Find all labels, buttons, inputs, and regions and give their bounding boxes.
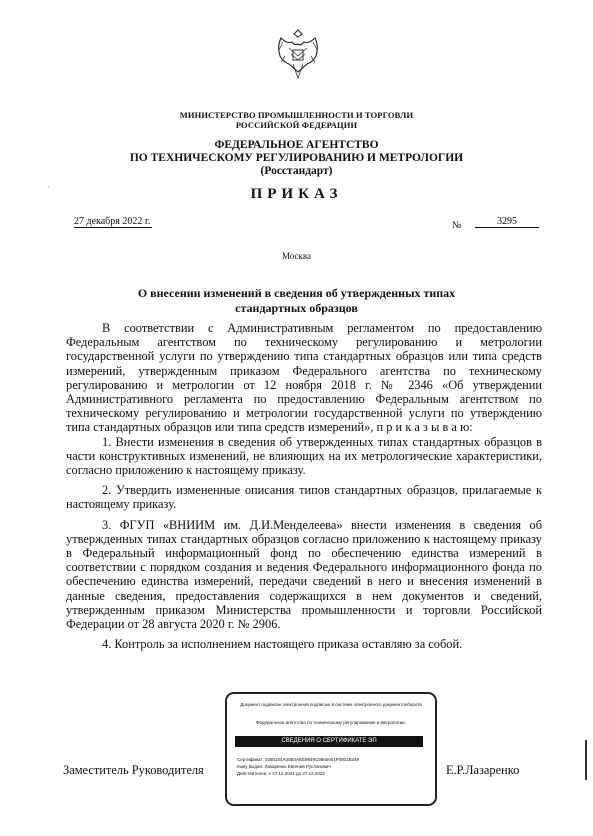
signer-title: Заместитель Руководителя [63, 763, 204, 777]
ministry-name [0, 110, 593, 130]
scan-mark: · [47, 183, 50, 192]
order-date: 27 декабря 2022 г. [74, 216, 151, 227]
stamp-owner: Кому выдан: Лазаренко Евгений Русланович [237, 764, 331, 769]
agency-line-3: (Росстандарт) [260, 165, 333, 177]
stamp-validity: Действителен: с 27.12.2021 до 27.12.2022 [237, 771, 325, 776]
stamp-certificate-details [237, 756, 427, 777]
coat-of-arms-emblem [271, 26, 325, 86]
agency-name [0, 139, 593, 178]
scan-edge-mark [585, 740, 587, 780]
stamp-certificate-header: СВЕДЕНИЯ О СЕРТИФИКАТЕ ЭП [235, 736, 423, 747]
order-number: 3295 [475, 216, 539, 228]
order-body [66, 321, 542, 651]
stamp-certificate-id: Сертификат: 0280104A00B4AEE9849C9865001F0001B349 [237, 757, 360, 762]
electronic-signature-stamp [225, 692, 437, 806]
order-subject [0, 286, 593, 316]
document-type-title: ПРИКАЗ [250, 186, 343, 202]
item-3-paragraph: 3. ФГУП «ВНИИМ им. Д.И.Менделеева» внести изменения в сведения об утвержденных типах стандартных образцов согласно приложению к настоящему приказу в Федеральный информационный фонд по обеспечению единства измерений в соответствии с порядком создания и ведения Федерального информационного фонда по обеспечению единства измерений, передачи сведений в него и внесения изменений в данные сведения, предоставления содержащихся в нем документов и сведений, утвержденным приказом Министерства промышленности и торговли Российской Федерации от 28 августа 2020 г. № 2906. [66, 517, 542, 632]
item-4-paragraph: 4. Контроль за исполнением настоящего приказа оставляю за собой. [102, 637, 463, 652]
subject-line-1: О внесении изменений в сведения об утвержденных типах [137, 286, 456, 300]
item-1-paragraph: 1. Внести изменения в сведения об утвержденных типах стандартных образцов в части конструктивных изменений, не влияющих на их метрологические характеристики, согласно приложению к настоящему приказу. [66, 434, 542, 478]
ministry-line-2: РОССИЙСКОЙ ФЕДЕРАЦИИ [235, 120, 358, 130]
stamp-notice: Документ подписан электронной подписью в системе электронного документооборота [240, 702, 422, 707]
signer-name: Е.Р.Лазаренко [446, 763, 520, 777]
subject-line-2: стандартных образцов [235, 301, 358, 315]
city: Москва [282, 251, 311, 261]
agency-line-1: ФЕДЕРАЛЬНОЕ АГЕНТСТВО [214, 139, 379, 151]
intro-paragraph: В соответствии с Административным регламентом по предоставлению Федеральным агентством по техническому регулированию и метрологии государственной услуги по утверждению типа стандартных образцов или типа средств измерений, утвержденным приказом Федерального агентства по техническому регулированию и метрологии от 12 ноября 2018 г. № 2346 «Об утверждении Административного регламента по предоставлению Федеральным агентством по техническому регулированию и метрологии государственной услуги по утверждению типа стандартных образцов или типа средств измерений», п р и к а з ы в а ю: [66, 321, 542, 435]
agency-line-2: ПО ТЕХНИЧЕСКОМУ РЕГУЛИРОВАНИЮ И МЕТРОЛОГИИ [129, 152, 464, 164]
order-number-label: № [452, 220, 462, 231]
item-2-paragraph: 2. Утвердить измененные описания типов стандартных образцов, прилагаемые к настоящему приказу. [66, 483, 542, 512]
ministry-line-1: МИНИСТЕРСТВО ПРОМЫШЛЕННОСТИ И ТОРГОВЛИ [179, 110, 414, 120]
stamp-agency: Федеральное агентство по техническому регулированию и метрологии. [256, 720, 406, 725]
